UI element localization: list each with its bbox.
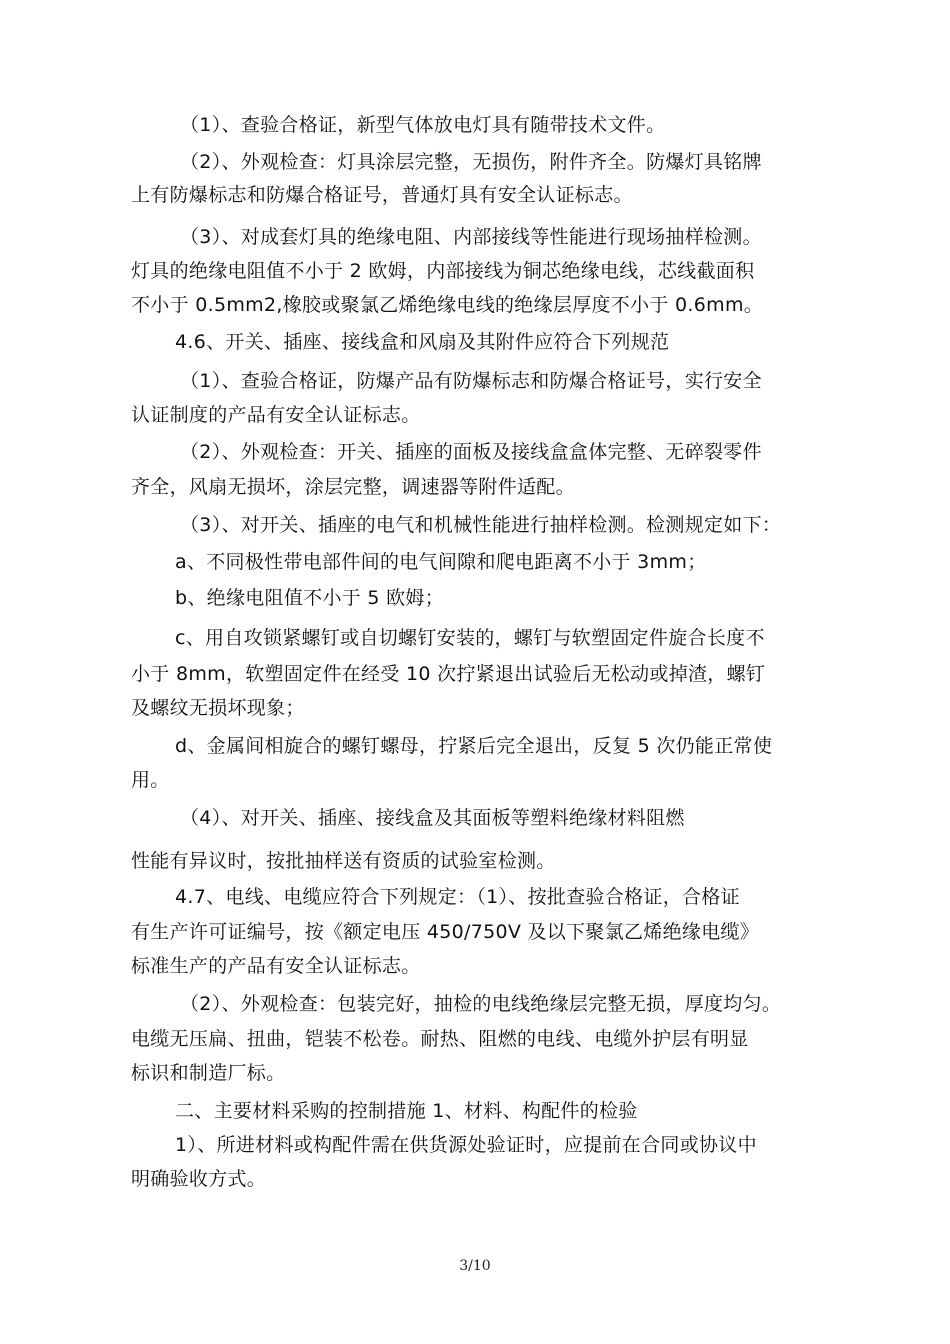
text-line: （4）、对开关、插座、接线盒及其面板等塑料绝缘材料阻燃 <box>180 807 685 829</box>
text-line: 有生产许可证编号，按《额定电压 450/750V 及以下聚氯乙烯绝缘电缆》 <box>131 921 760 943</box>
page-number: 3/10 <box>459 1258 491 1274</box>
text-line: 认证制度的产品有安全认证标志。 <box>131 404 421 426</box>
text-line: （2）、外观检查：开关、插座的面板及接线盒盒体完整、无碎裂零件 <box>180 441 762 463</box>
section-heading: 4.6、开关、插座、接线盒和风扇及其附件应符合下列规范 <box>175 331 670 353</box>
text-line: d、金属间相旋合的螺钉螺母，拧紧后完全退出，反复 5 次仍能正常使 <box>175 735 773 757</box>
text-line: 性能有异议时，按批抽样送有资质的试验室检测。 <box>131 850 556 872</box>
text-line: （1）、查验合格证，防爆产品有防爆标志和防爆合格证号，实行安全 <box>180 370 762 392</box>
text-line: c、用自攻锁紧螺钉或自切螺钉安装的，螺钉与软塑固定件旋合长度不 <box>175 627 765 649</box>
text-line: 标准生产的产品有安全认证标志。 <box>131 955 421 977</box>
text-line: 上有防爆标志和防爆合格证号，普通灯具有安全认证标志。 <box>131 184 633 206</box>
text-line: （2）、外观检查：包装完好，抽检的电线绝缘层完整无损，厚度均匀。 <box>180 993 782 1015</box>
text-line: （1）、查验合格证，新型气体放电灯具有随带技术文件。 <box>180 114 666 136</box>
text-line: （2）、外观检查：灯具涂层完整，无损伤，附件齐全。防爆灯具铭牌 <box>180 151 762 173</box>
text-line: 标识和制造厂标。 <box>131 1062 286 1084</box>
section-heading: 4.7、电线、电缆应符合下列规定：（1）、按批查验合格证，合格证 <box>175 886 740 908</box>
text-line: 齐全，风扇无损坏，涂层完整，调速器等附件适配。 <box>131 476 575 498</box>
section-heading: 二、主要材料采购的控制措施 1、材料、构配件的检验 <box>175 1100 638 1122</box>
text-line: （3）、对开关、插座的电气和机械性能进行抽样检测。检测规定如下： <box>180 514 782 536</box>
text-line: （3）、对成套灯具的绝缘电阻、内部接线等性能进行现场抽样检测。 <box>180 226 762 248</box>
text-line: 电缆无压扁、扭曲，铠装不松卷。耐热、阻燃的电线、电缆外护层有明显 <box>131 1028 749 1050</box>
text-line: b、绝缘电阻值不小于 5 欧姆； <box>175 587 445 609</box>
text-line: 灯具的绝缘电阻值不小于 2 欧姆，内部接线为铜芯绝缘电线，芯线截面积 <box>131 260 755 282</box>
text-line: a、不同极性带电部件间的电气间隙和爬电距离不小于 3mm； <box>175 551 707 573</box>
text-line: 1）、所进材料或构配件需在供货源处验证时，应提前在合同或协议中 <box>175 1134 757 1156</box>
text-line: 明确验收方式。 <box>131 1168 267 1190</box>
text-line: 及螺纹无损坏现象； <box>131 697 305 719</box>
text-line: 小于 8mm，软塑固定件在经受 10 次拧紧退出试验后无松动或掉渣，螺钉 <box>131 663 766 685</box>
text-line: 不小于 0.5mm2,橡胶或聚氯乙烯绝缘电线的绝缘层厚度不小于 0.6mm。 <box>131 294 764 316</box>
text-line: 用。 <box>131 769 170 791</box>
